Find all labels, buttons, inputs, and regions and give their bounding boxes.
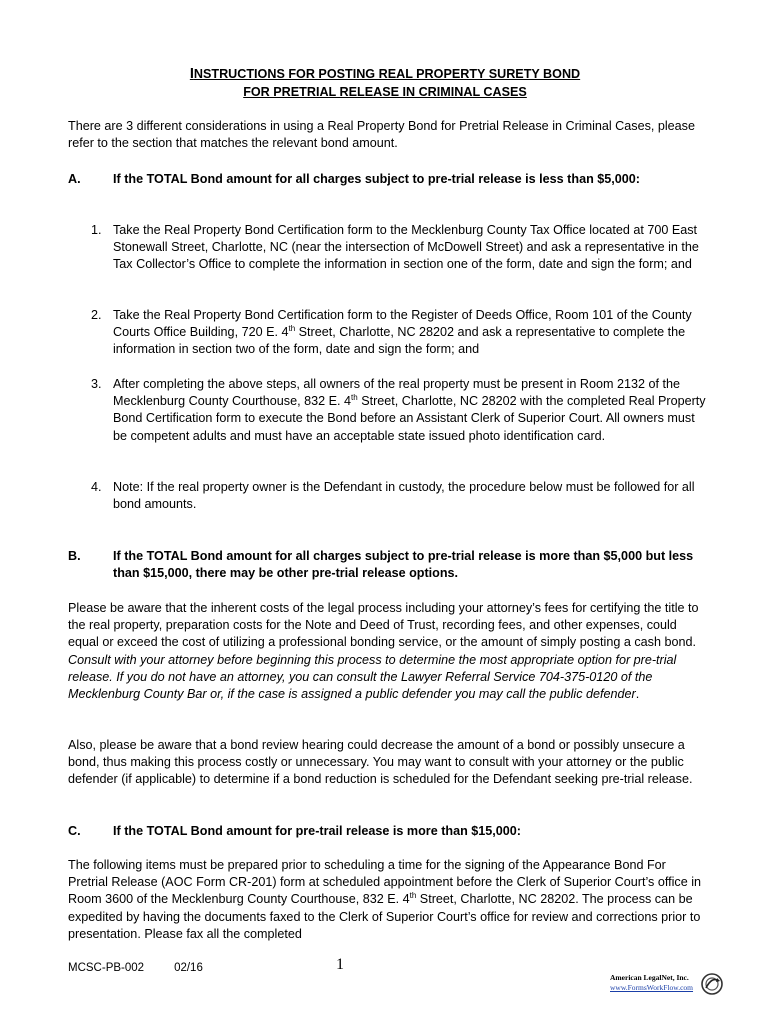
section-a-item-4-text: Note: If the real property owner is the Defendant in custody, the procedure below must be followed for all bond amounts. [113, 480, 695, 512]
document-title-line1: INSTRUCTIONS FOR POSTING REAL PROPERTY SURETY BOND [189, 66, 581, 82]
document-title-line2: FOR PRETRIAL RELEASE IN CRIMINAL CASES [243, 85, 527, 99]
section-c-paragraph: The following items must be prepared prior to scheduling a time for the signing of the Appearance Bond For Pretrial Release (AOC Form CR-201) form at scheduled appointment before the Clerk of Superior Court’s office in Room 3600 of the Mecklenburg County Courthouse, 832 E. 4th Street, Charlotte, NC 28202. The process can be expedited by having the documents faxed to the Clerk of Superior Court’s office for review and corrections prior to presentation. Please fax all the completed [68, 858, 702, 941]
section-c-letter: C. [68, 824, 81, 838]
section-b-letter: B. [68, 549, 81, 563]
globe-arrow-icon [700, 972, 724, 996]
logo-website-link[interactable]: www.FormsWorkFlow.com [610, 983, 694, 992]
intro-paragraph: There are 3 different considerations in using a Real Property Bond for Pretrial Release in Criminal Cases, please refer to the section that matches the relevant bond amount. [68, 119, 695, 151]
section-a-item-3-number: 3. [91, 377, 102, 391]
page-number: 1 [336, 956, 344, 973]
section-a-item-2-text: Take the Real Property Bond Certification form to the Register of Deeds Office, Room 101 of the County Courts Office Building, 720 E. 4th Street, Charlotte, NC 28202 and ask a representative to complete the information in section two of the form, date and sign the form; and [113, 308, 692, 357]
form-date: 02/16 [174, 962, 203, 974]
section-a-item-1-text: Take the Real Property Bond Certification form to the Mecklenburg County Tax Office located at 700 East Stonewall Street, Charlotte, NC (near the intersection of McDowell Street) and ask a representative in the Tax Collector’s Office to complete the information in section one of the form, date and sign the form; and [113, 223, 699, 272]
american-legalnet-logo [596, 970, 726, 1000]
section-a-item-2-number: 2. [91, 308, 102, 322]
form-code: MCSC-PB-002 [68, 962, 145, 974]
section-a-letter: A. [68, 172, 81, 186]
section-b-paragraph-2: Also, please be aware that a bond review hearing could decrease the amount of a bond or possibly unsecure a bond, thus making this process costly or unnecessary. You may want to consult with your attorney or the public defender (if applicable) to determine if a bond reduction is scheduled for the Defendant seeking pre-trial release. [68, 738, 693, 787]
section-a-item-1-number: 1. [91, 223, 102, 237]
section-a-heading: If the TOTAL Bond amount for all charges subject to pre-trial release is less than $5,000: [113, 172, 640, 186]
section-c-heading: If the TOTAL Bond amount for pre-trail release is more than $15,000: [113, 824, 521, 838]
section-b-paragraph-1: Please be aware that the inherent costs of the legal process including your attorney’s fees for certifying the title to the real property, preparation costs for the Note and Deed of Trust, recording fees, and other expenses, could equal or exceed the cost of utilizing a professional bonding service, or the amount of simply posting a cash bond. Consult with your attorney before beginning this process to determine the most appropriate option for pre-trial release. If you do not have an attorney, you can consult the Lawyer Referral Service 704-375-0120 of the Mecklenburg County Bar or, if the case is assigned a public defender you may call the public defender. [68, 601, 699, 702]
section-a-item-4-number: 4. [91, 480, 102, 494]
logo-company-name: American LegalNet, Inc. [610, 973, 689, 982]
footer-form-code [68, 960, 203, 977]
section-b-heading: If the TOTAL Bond amount for all charges subject to pre-trial release is more than $5,000 but less than $15,000, there may be other pre-trial release options. [113, 549, 694, 581]
section-a-item-3-text: After completing the above steps, all owners of the real property must be present in Room 2132 of the Mecklenburg County Courthouse, 832 E. 4th Street, Charlotte, NC 28202 with the completed Real Property Bond Certification form to execute the Bond before an Assistant Clerk of Superior Court. All owners must be competent adults and must have an acceptable state issued photo identification card. [113, 377, 706, 443]
